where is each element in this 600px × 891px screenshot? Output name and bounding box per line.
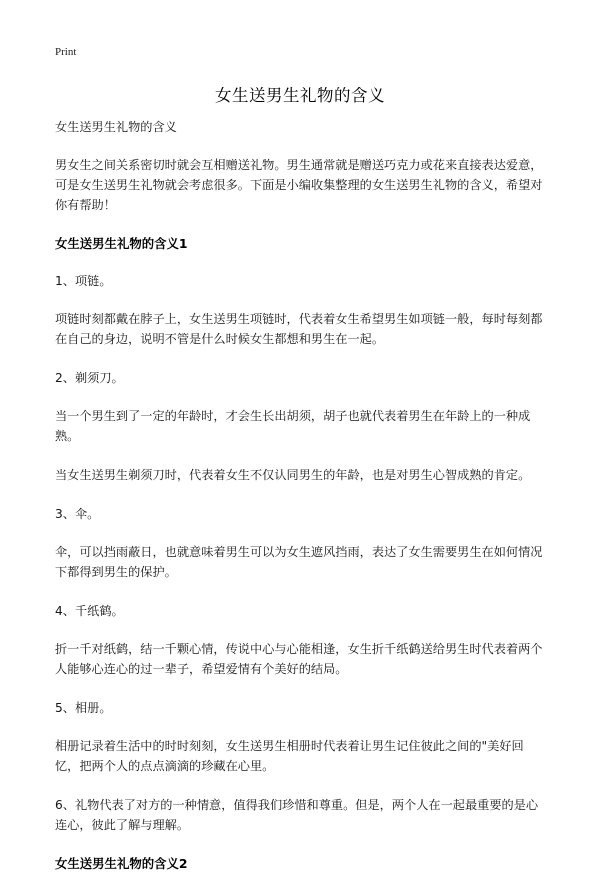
item-title-necklace: 1、项链。 (55, 274, 112, 288)
article-subtitle: 女生送男生礼物的含义 (55, 120, 177, 134)
item-text-gift-meaning: 6、礼物代表了对方的一种情意，值得我们珍惜和尊重。但是，两个人在一起最重要的是心连心，彼此了解与理解。 (55, 798, 539, 832)
print-label: Print (55, 46, 77, 58)
page-title: 女生送男生礼物的含义 (215, 86, 385, 105)
item-text-photo-album: 相册记录着生活中的时时刻刻，女生送男生相册时代表着让男生记住彼此之间的"美好回忆，把两个人的点点滴滴的珍藏在心里。 (55, 739, 524, 773)
item-text-razor-a: 当一个男生到了一定的年龄时，才会生长出胡须，胡子也就代表着男生在年龄上的一种成熟。 (55, 409, 531, 443)
item-title-paper-cranes: 4、千纸鹤。 (55, 604, 124, 618)
article-body (55, 117, 548, 891)
item-title-photo-album: 5、相册。 (55, 701, 112, 715)
item-text-razor-b: 当女生送男生剃须刀时，代表着女生不仅认同男生的年龄，也是对男生心智成熟的肯定。 (55, 468, 531, 482)
section-heading-2: 女生送男生礼物的含义2 (55, 856, 188, 871)
item-text-umbrella: 伞，可以挡雨蔽日，也就意味着男生可以为女生遮风挡雨，表达了女生需要男生在如何情况下都得到男生的保护。 (55, 545, 543, 579)
item-text-necklace: 项链时刻都戴在脖子上，女生送男生项链时，代表着女生希望男生如项链一般，每时每刻都在自己的身边，说明不管是什么时候女生都想和男生在一起。 (55, 312, 543, 346)
item-text-paper-cranes: 折一千对纸鹤，结一千颗心情，传说中心与心能相逢，女生折千纸鹤送给男生时代表着两个人能够心连心的过一辈子，希望爱情有个美好的结局。 (55, 642, 543, 676)
item-title-umbrella: 3、伞。 (55, 507, 100, 521)
intro-paragraph: 男女生之间关系密切时就会互相赠送礼物。男生通常就是赠送巧克力或花来直接表达爱意，可是女生送男生礼物就会考虑很多。下面是小编收集整理的女生送男生礼物的含义，希望对你有帮助！ (55, 158, 543, 212)
section-heading-1: 女生送男生礼物的含义1 (55, 236, 188, 251)
item-title-razor: 2、剃须刀。 (55, 371, 124, 385)
